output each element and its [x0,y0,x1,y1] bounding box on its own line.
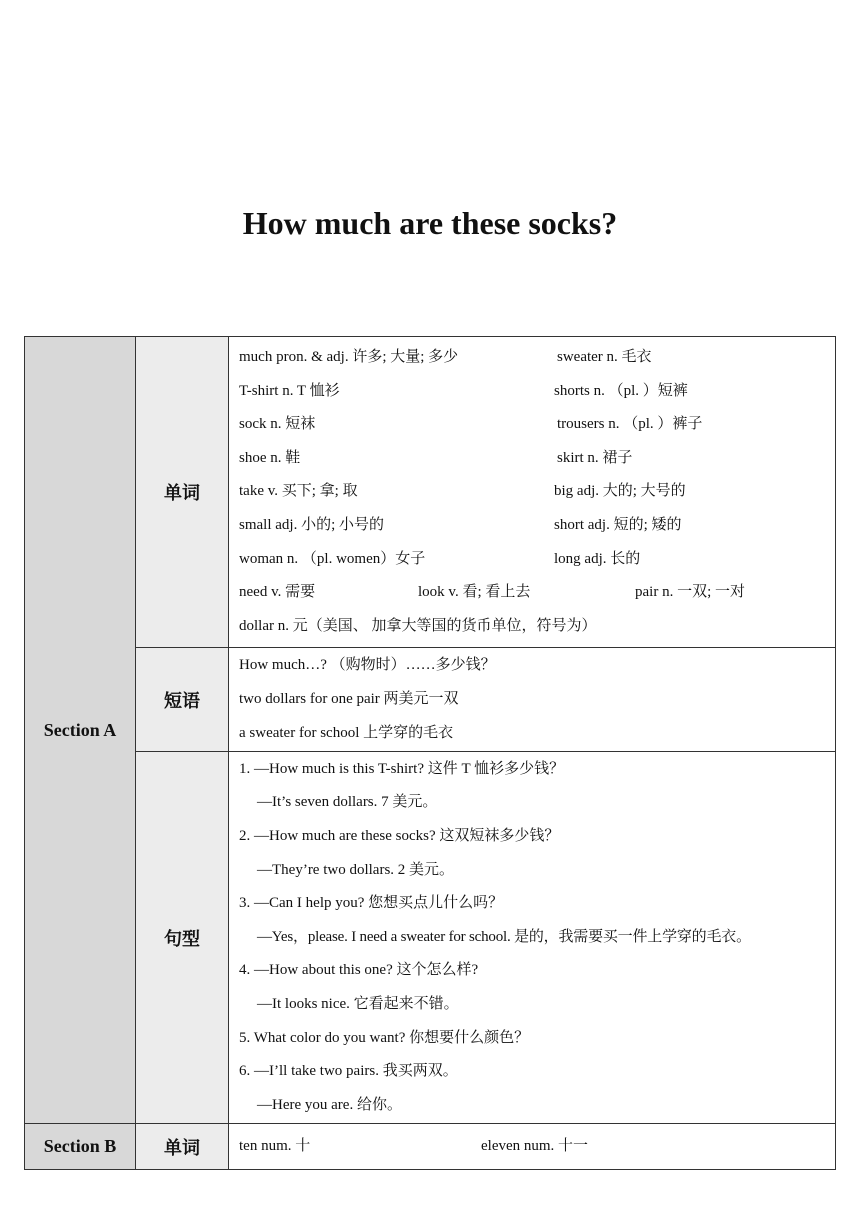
sentence-item: —Yes，please. I need a sweater for school. 是的，我需要买一件上学穿的毛衣。 [257,928,751,945]
phrase-item: a sweater for school 上学穿的毛衣 [239,724,454,741]
word-entry: ten num. 十 [239,1137,311,1154]
section-a-label: Section A [25,337,136,1124]
sentence-item: —Here you are. 给你。 [257,1096,402,1113]
word-entry: short adj. 短的; 矮的 [554,516,682,533]
word-row [239,543,835,577]
words-cell [229,1124,836,1170]
word-entry: shoe n. 鞋 [239,449,301,466]
category-words-label: 单词 [136,1124,229,1170]
category-phrases-label: 短语 [136,648,229,752]
word-entry: woman n. （pl. women）女子 [239,550,426,567]
section-b-label: Section B [25,1124,136,1170]
sentence-item: —It looks nice. 它看起来不错。 [257,996,459,1013]
word-entry: trousers n. （pl. ）裤子 [557,416,703,433]
sentence-item: 4. —How about this one? 这个怎么样? [239,962,479,979]
page-title: How much are these socks? [242,205,618,241]
word-row [239,375,835,409]
word-row [239,1130,835,1164]
category-sentences-label: 句型 [136,752,229,1124]
words-cell [229,337,836,648]
sentence-item: 3. —Can I help you? 您想买点儿什么吗？ [239,895,504,912]
sentences-cell [229,752,836,1124]
word-entry: take v. 买下; 拿; 取 [239,483,358,500]
word-entry: T-shirt n. T 恤衫 [239,382,340,399]
word-row [239,475,835,509]
word-entry: much pron. & adj. 许多; 大量; 多少 [239,349,459,365]
category-words-label: 单词 [136,337,229,648]
sentence-item: 6. —I’ll take two pairs. 我买两双。 [239,1063,458,1080]
word-entry: sweater n. 毛衣 [557,349,652,365]
word-row [239,509,835,543]
word-row [239,442,835,476]
vocabulary-table [24,336,836,1170]
sentence-item: 5. What color do you want? 你想要什么颜色？ [239,1029,530,1046]
phrases-cell [229,648,836,752]
word-entry: dollar n. 元（美国、 加拿大等国的货币单位，符号为） [239,617,597,634]
phrase-item: two dollars for one pair 两美元一双 [239,690,459,707]
sentence-item: —It’s seven dollars. 7 美元。 [257,794,438,811]
word-entry: small adj. 小的; 小号的 [239,516,384,533]
word-entry: long adj. 长的 [554,550,641,567]
sentence-item: 2. —How much are these socks? 这双短袜多少钱？ [239,828,560,845]
phrase-item: How much…? （购物时）……多少钱？ [239,657,496,674]
word-entry: big adj. 大的; 大号的 [554,483,686,500]
word-entry: sock n. 短袜 [239,416,316,433]
sentence-item: 1. —How much is this T-shirt? 这件 T 恤衫多少钱？ [239,760,565,777]
word-entry: shorts n. （pl. ）短裤 [554,382,688,399]
word-row [239,576,835,610]
word-entry: need v. 需要 [239,584,316,601]
word-entry: look v. 看; 看上去 [418,584,531,601]
word-entry: pair n. 一双; 一对 [635,584,745,601]
word-row [239,341,835,375]
word-entry: eleven num. 十一 [481,1137,589,1154]
sentence-item: —They’re two dollars. 2 美元。 [257,861,455,878]
word-row [239,408,835,442]
word-row [239,610,835,644]
word-entry: skirt n. 裙子 [557,449,633,466]
